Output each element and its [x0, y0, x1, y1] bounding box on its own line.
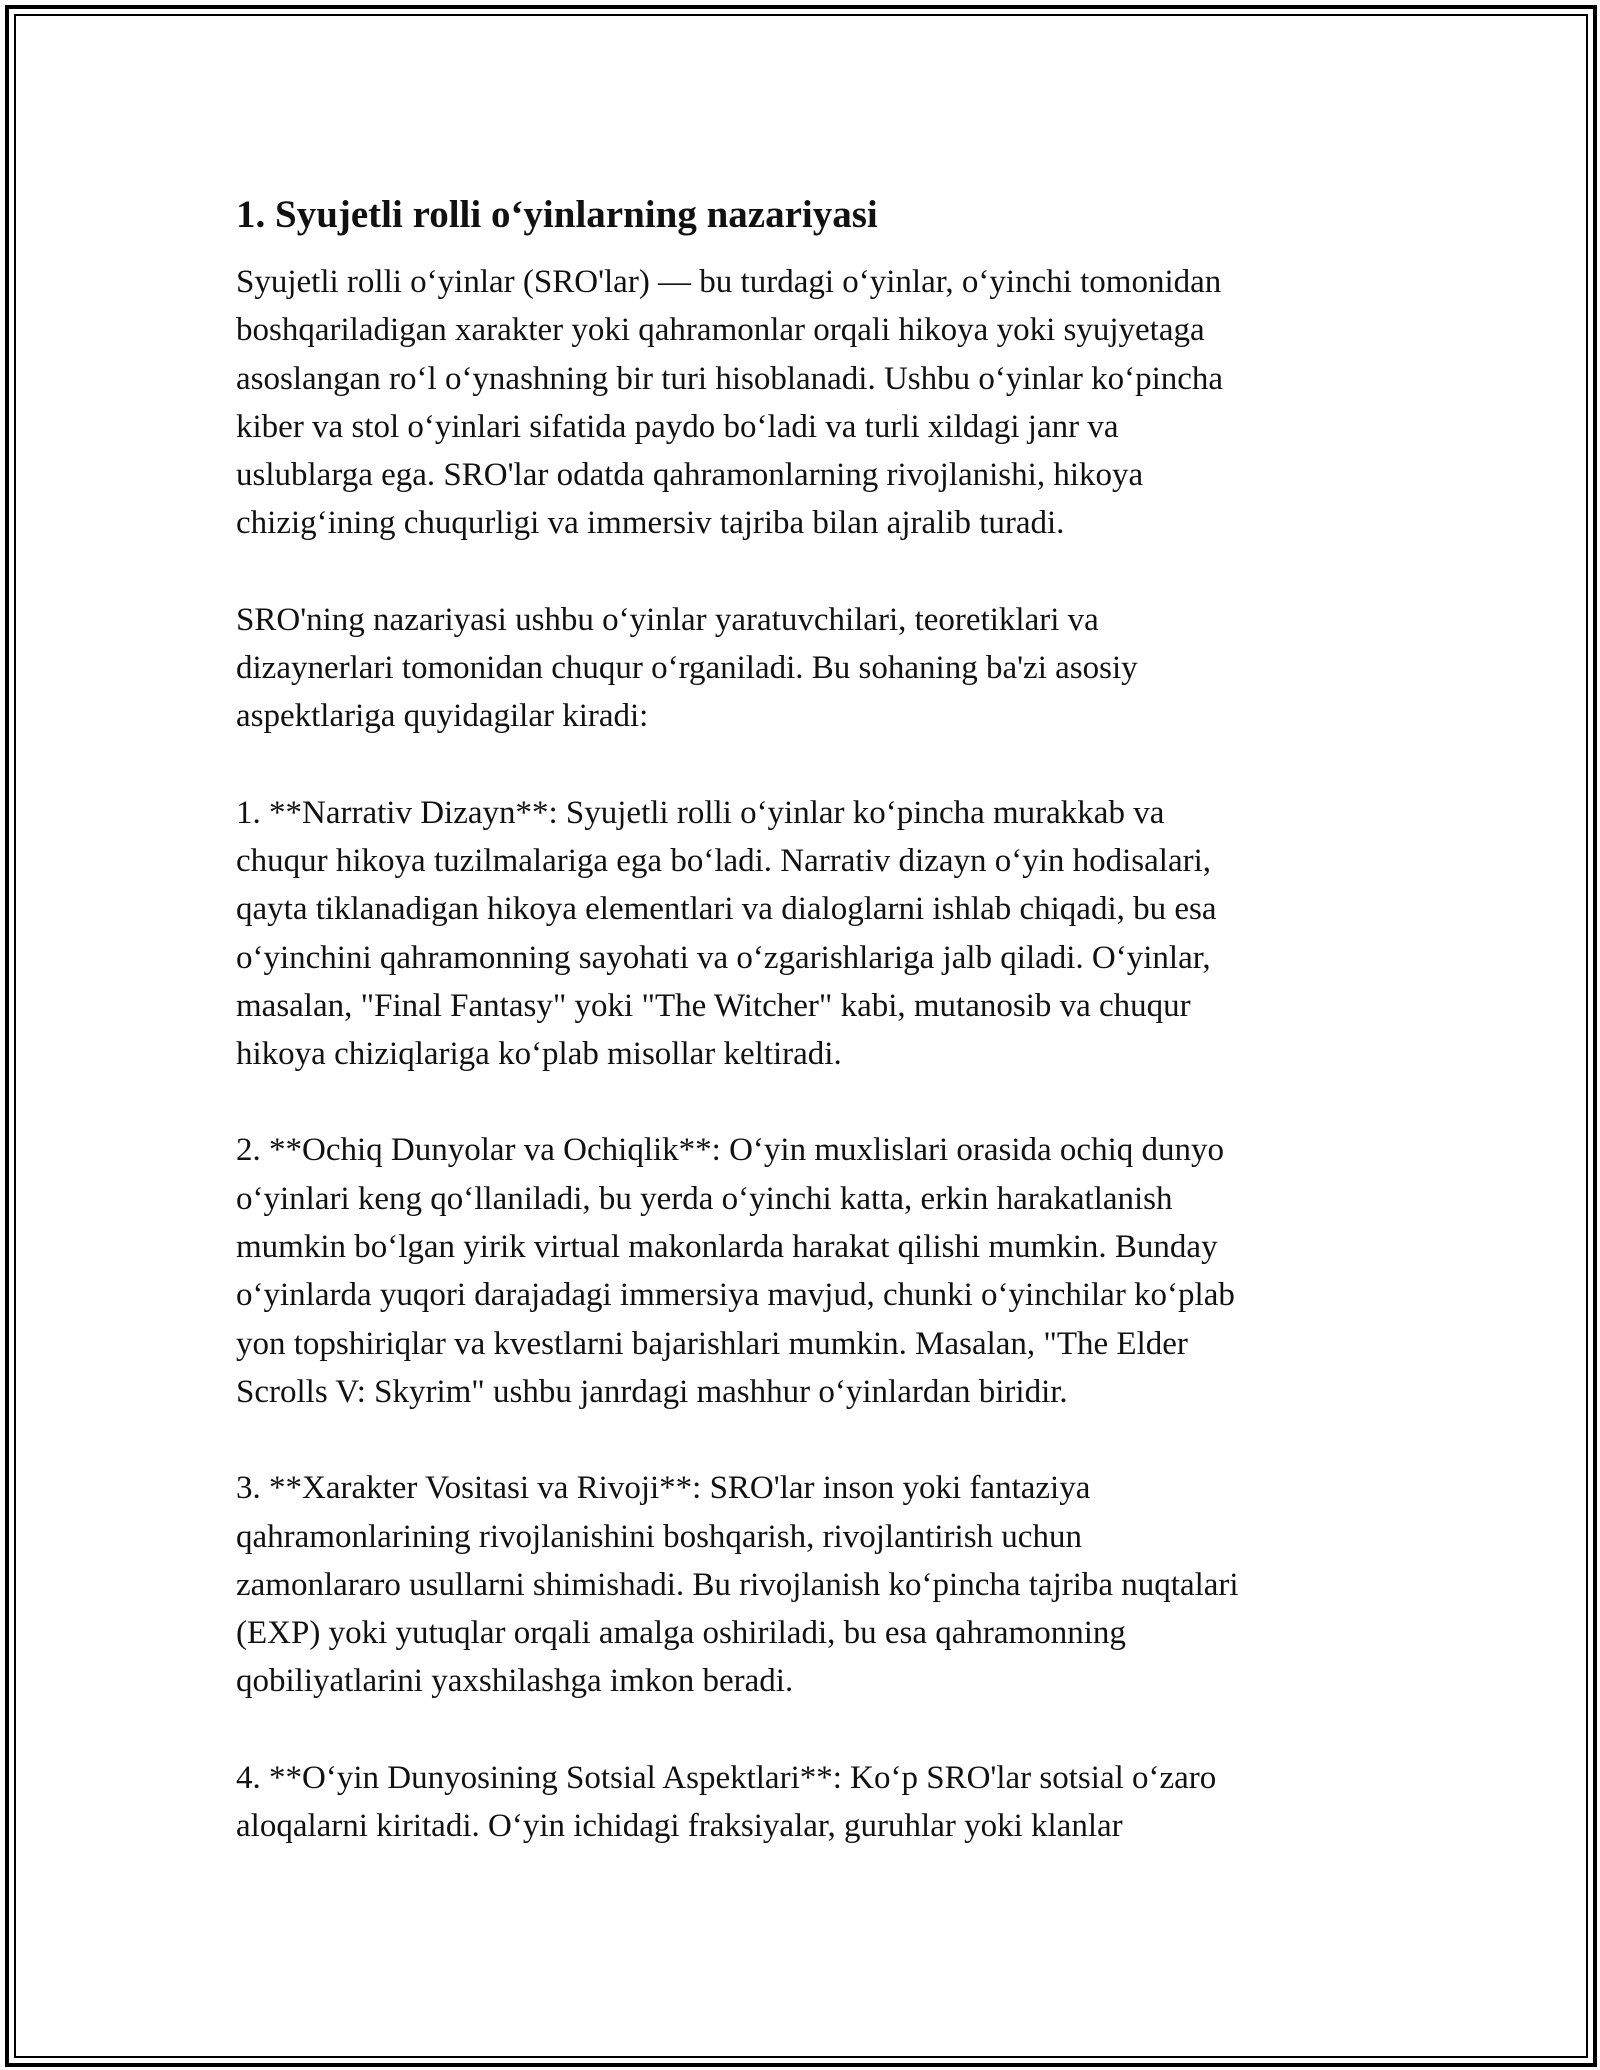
text-line: Syujetli rolli o‘yinlar (SRO'lar) — bu turdagi o‘yinlar, o‘yinchi tomonidan — [236, 264, 1222, 300]
text-line: zamonlararo usullarni shimishadi. Bu rivojlanish ko‘pincha tajriba nuqtalari — [236, 1566, 1239, 1603]
text-line: dizaynerlari tomonidan chuqur o‘rganiladi. Bu sohaning ba'zi asosiy — [236, 650, 1138, 687]
text-line: o‘yinlari keng qo‘llaniladi, bu yerda o‘yinchi katta, erkin harakatlanish — [236, 1180, 1173, 1217]
document-body — [236, 186, 1356, 1898]
text-line: masalan, "Final Fantasy" yoki "The Witcher" kabi, mutanosib va chuqur — [236, 987, 1191, 1024]
paragraph-theory — [236, 596, 1356, 741]
text-line: hikoya chiziqlariga ko‘plab misollar keltiradi. — [236, 1036, 842, 1073]
text-line: SRO'ning nazariyasi ushbu o‘yinlar yaratuvchilari, teoretiklari va — [236, 601, 1099, 638]
text-line: qobiliyatlarini yaxshilashga imkon beradi. — [236, 1663, 794, 1700]
text-line: 1. **Narrativ Dizayn**: Syujetli rolli o‘yinlar ko‘pincha murakkab va — [236, 794, 1165, 831]
paragraph-intro — [236, 258, 1356, 548]
text-line: yon topshiriqlar va kvestlarni bajarishlari mumkin. Masalan, "The Elder — [236, 1325, 1188, 1362]
text-line: qayta tiklanadigan hikoya elementlari va dialoglarni ishlab chiqadi, bu esa — [236, 891, 1217, 928]
text-line: aloqalarni kiritadi. O‘yin ichidagi fraksiyalar, guruhlar yoki klanlar — [236, 1808, 1123, 1845]
text-line: 3. **Xarakter Vositasi va Rivoji**: SRO'lar inson yoki fantaziya — [236, 1470, 1091, 1507]
text-line: mumkin bo‘lgan yirik virtual makonlarda harakat qilishi mumkin. Bunday — [236, 1229, 1218, 1266]
text-line: 2. **Ochiq Dunyolar va Ochiqlik**: O‘yin muxlislari orasida ochiq dunyo — [236, 1132, 1225, 1169]
text-line: chuqur hikoya tuzilmalariga ega bo‘ladi. Narrativ dizayn o‘yin hodisalari, — [236, 842, 1211, 879]
text-line: uslublarga ega. SRO'lar odatda qahramonlarning rivojlanishi, hikoya — [236, 457, 1144, 494]
paragraph-point-4 — [236, 1754, 1356, 1851]
paragraph-point-3 — [236, 1464, 1356, 1705]
paragraph-point-1 — [236, 789, 1356, 1079]
paragraph-point-2 — [236, 1126, 1356, 1416]
text-line: kiber va stol o‘yinlari sifatida paydo bo‘ladi va turli xildagi janr va — [236, 408, 1119, 445]
text-line: aspektlariga quyidagilar kiradi: — [236, 698, 649, 735]
text-line: Scrolls V: Skyrim" ushbu janrdagi mashhur o‘yinlardan biridir. — [236, 1373, 1068, 1410]
text-line: o‘yinchini qahramonning sayohati va o‘zgarishlariga jalb qiladi. O‘yinlar, — [236, 939, 1211, 976]
text-line: (EXP) yoki yutuqlar orqali amalga oshiriladi, bu esa qahramonning — [236, 1615, 1126, 1652]
text-line: boshqariladigan xarakter yoki qahramonlar orqali hikoya yoki syujyetaga — [236, 312, 1205, 349]
text-line: o‘yinlarda yuqori darajadagi immersiya mavjud, chunki o‘yinchilar ko‘plab — [236, 1277, 1235, 1314]
section-heading: 1. Syujetli rolli o‘yinlarning nazariyasi — [236, 193, 878, 236]
text-line: qahramonlarining rivojlanishini boshqarish, rivojlantirish uchun — [236, 1518, 1082, 1555]
text-line: asoslangan ro‘l o‘ynashning bir turi hisoblanadi. Ushbu o‘yinlar ko‘pincha — [236, 360, 1224, 397]
text-line: chizig‘ining chuqurligi va immersiv tajriba bilan ajralib turadi. — [236, 505, 1065, 542]
text-line: 4. **O‘yin Dunyosining Sotsial Aspektlari**: Ko‘p SRO'lar sotsial o‘zaro — [236, 1759, 1217, 1796]
